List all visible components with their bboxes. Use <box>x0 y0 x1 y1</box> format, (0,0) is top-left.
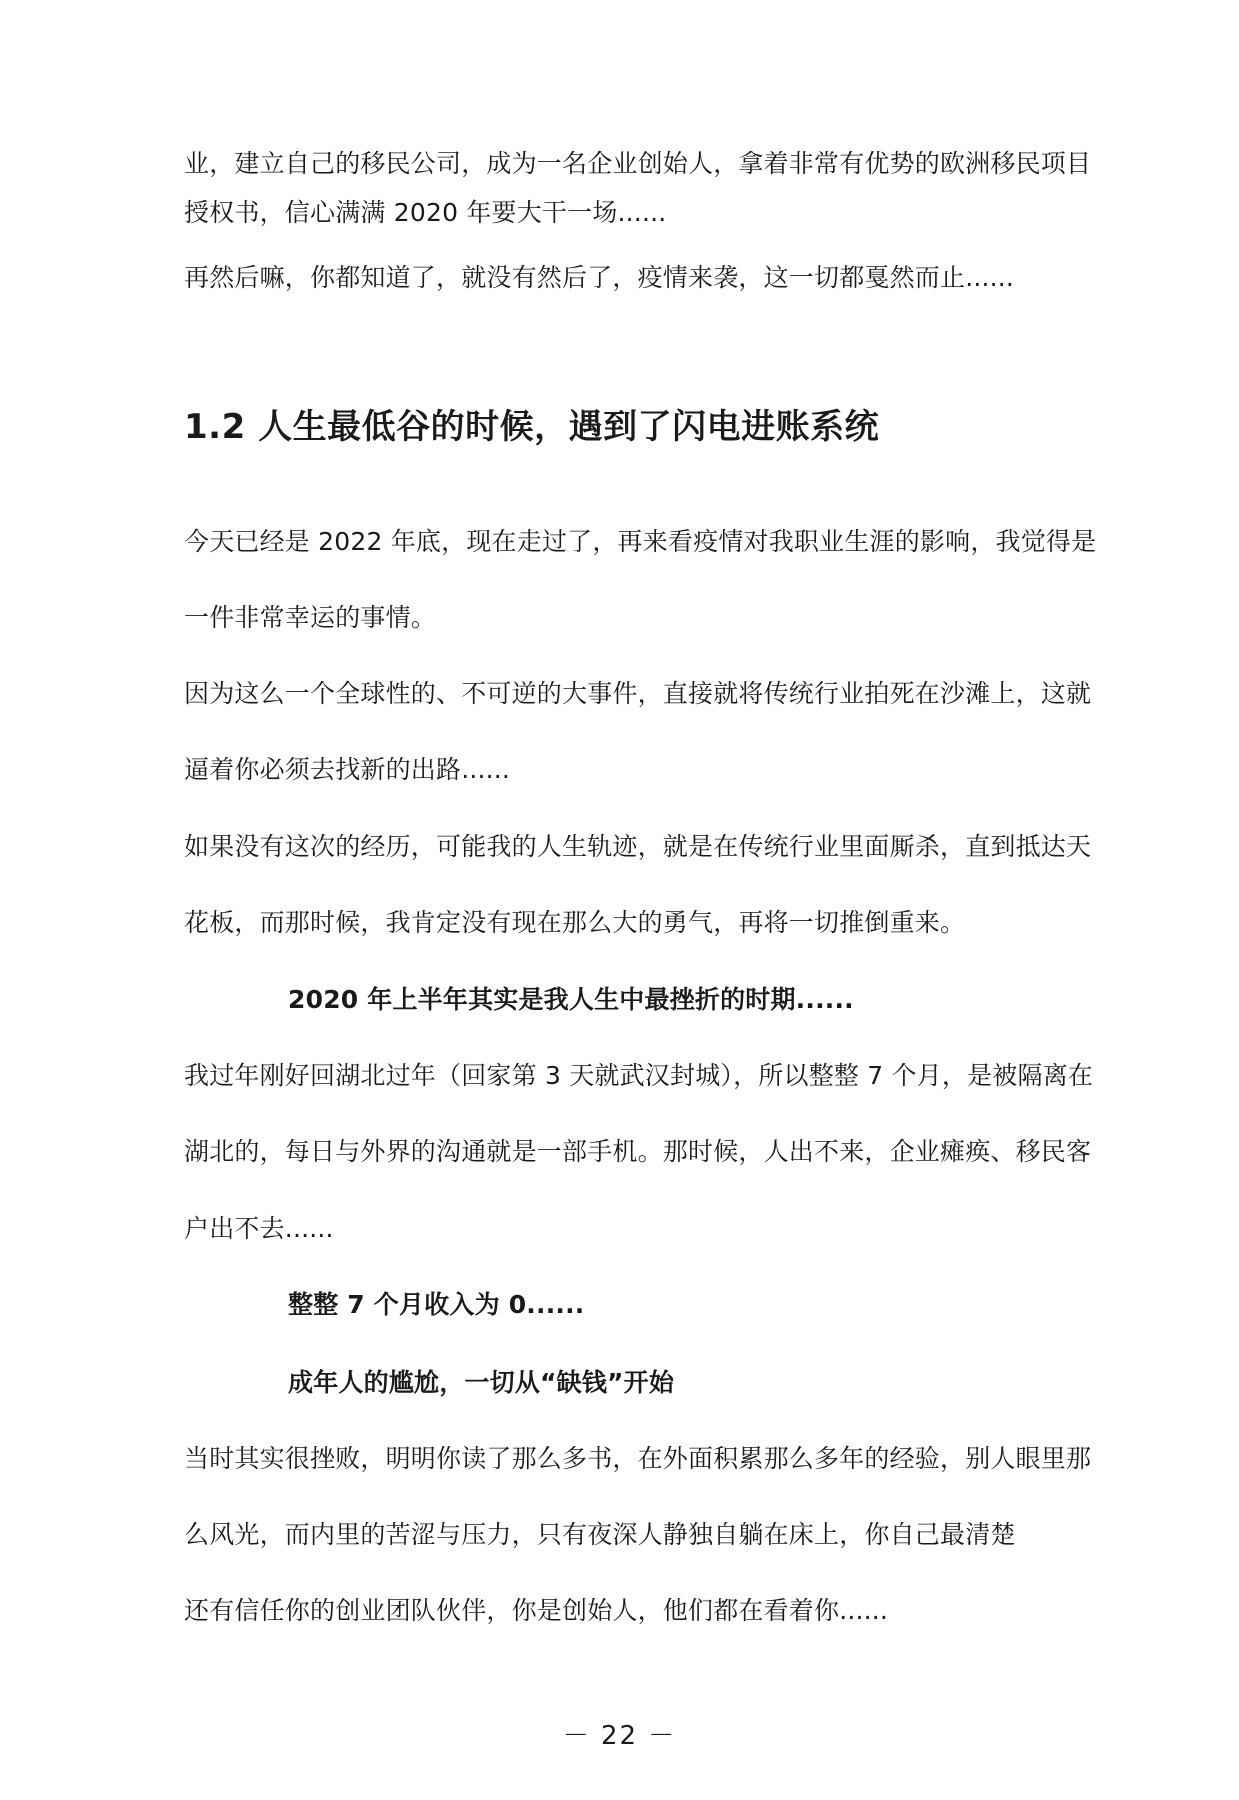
paragraph-line: 当时其实很挫败，明明你读了那么多书，在外面积累那么多年的经验，别人眼里那 <box>184 1444 1092 1473</box>
page-number: － 22 － <box>562 1721 677 1751</box>
paragraph-line: 湖北的，每日与外界的沟通就是一部手机。那时候，人出不来，企业瘫痪、移民客 <box>184 1137 1092 1166</box>
paragraph-line: 么风光，而内里的苦涩与压力，只有夜深人静独自躺在床上，你自己最清楚 <box>184 1520 1016 1549</box>
paragraph-line: 如果没有这次的经历，可能我的人生轨迹，就是在传统行业里面厮杀，直到抵达天 <box>184 832 1092 861</box>
paragraph-line: 我过年刚好回湖北过年（回家第 3 天就武汉封城），所以整整 7 个月，是被隔离在 <box>184 1061 1094 1090</box>
section-heading: 1.2 人生最低谷的时候，遇到了闪电进账系统 <box>184 407 880 447</box>
paragraph-line: 花板，而那时候，我肯定没有现在那么大的勇气，再将一切推倒重来。 <box>184 908 966 937</box>
paragraph-line: 户出不去...... <box>184 1214 334 1243</box>
bold-statement: 成年人的尴尬，一切从“缺钱”开始 <box>288 1368 675 1397</box>
paragraph-line: 一件非常幸运的事情。 <box>184 603 437 632</box>
paragraph-line: 业，建立自己的移民公司，成为一名企业创始人，拿着非常有优势的欧洲移民项目 <box>184 149 1092 178</box>
paragraph-line: 再然后嘛，你都知道了，就没有然后了，疫情来袭，这一切都戛然而止...... <box>184 263 1015 292</box>
paragraph-line: 授权书，信心满满 2020 年要大干一场...... <box>184 198 667 227</box>
paragraph-line: 今天已经是 2022 年底，现在走过了，再来看疫情对我职业生涯的影响，我觉得是 <box>184 527 1097 556</box>
paragraph-line: 还有信任你的创业团队伙伴，你是创始人，他们都在看着你...... <box>184 1596 889 1625</box>
paragraph-line: 因为这么一个全球性的、不可逆的大事件，直接就将传统行业拍死在沙滩上，这就 <box>184 679 1092 708</box>
bold-statement: 整整 7 个月收入为 0...... <box>288 1290 585 1319</box>
bold-statement: 2020 年上半年其实是我人生中最挫折的时期...... <box>288 985 854 1014</box>
paragraph-line: 逼着你必须去找新的出路...... <box>184 755 511 784</box>
